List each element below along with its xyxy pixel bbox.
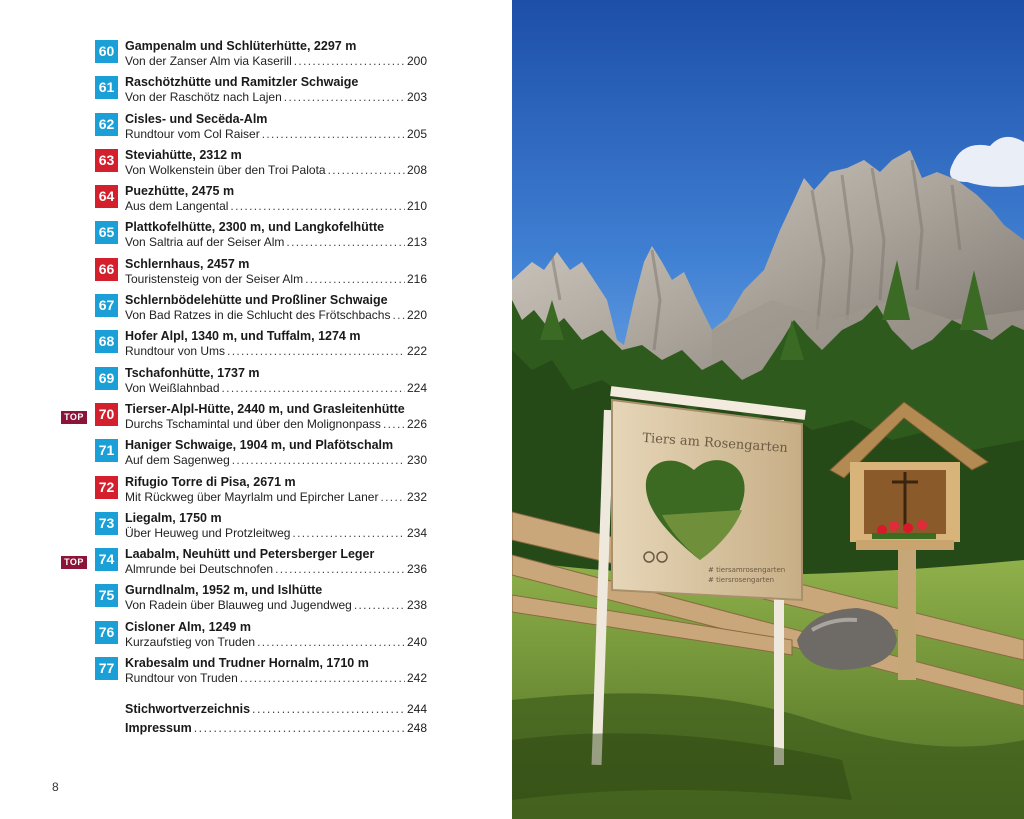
tour-title: Tschafonhütte, 1737 m [125,365,260,380]
page-number: 8 [52,780,59,794]
dot-leader [230,198,405,214]
tour-subtitle-line [125,452,427,468]
dot-leader [227,343,405,359]
dot-leader [222,380,405,396]
dot-leader [257,634,405,650]
toc-entry[interactable] [60,546,430,582]
tour-subtitle-line [125,162,427,178]
tour-subtitle: Rundtour von Ums [125,344,226,359]
page-reference: 240 [406,634,427,649]
tour-title: Rifugio Torre di Pisa, 2671 m [125,474,296,489]
tour-subtitle: Von Bad Ratzes in die Schlucht des Frötschbachs [125,308,391,323]
tour-subtitle: Almrunde bei Deutschnofen [125,562,274,577]
page-reference: 208 [406,162,427,177]
page-reference: 234 [406,525,427,540]
page-reference: 242 [406,671,427,686]
tour-number-badge: 72 [95,476,118,499]
tour-subtitle-line [125,343,427,359]
tour-number-badge: 60 [95,40,118,63]
tour-subtitle-line [125,489,427,505]
tour-subtitle-line [125,53,427,69]
page-reference: 232 [406,489,427,504]
tour-subtitle-line [125,561,427,577]
tour-subtitle-line [125,307,427,323]
tour-number-badge: 73 [95,512,118,535]
toc-entry[interactable] [60,437,430,473]
toc-extra-index[interactable] [125,701,427,717]
page-reference: 203 [406,90,427,105]
tour-subtitle: Von Radein über Blauweg und Jugendweg [125,598,352,613]
toc-extra-label: Stichwortverzeichnis [125,702,251,716]
tour-subtitle-line [125,126,427,142]
toc-entry[interactable] [60,510,430,546]
tour-title: Schlernbödelehütte und Proßliner Schwaige [125,293,388,308]
tour-subtitle: Über Heuweg und Protzleitweg [125,525,291,540]
tour-subtitle: Kurzaufstieg von Truden [125,634,256,649]
toc-entry[interactable] [60,183,430,219]
tour-subtitle-line [125,198,427,214]
page-reference: 213 [406,235,427,250]
tour-subtitle: Rundtour von Truden [125,671,238,686]
page-reference: 230 [406,453,427,468]
dot-leader [232,452,405,468]
top-badge: TOP [61,556,87,569]
toc-entry[interactable] [60,619,430,655]
tour-subtitle-line [125,380,427,396]
tour-subtitle: Touristensteig von der Seiser Alm [125,271,304,286]
tour-subtitle: Aus dem Langental [125,199,229,214]
toc-extra-page: 248 [406,721,427,735]
tour-title: Raschötzhütte und Ramitzler Schwaige [125,75,359,90]
sign-text: Tiers am Rosengarten [641,430,789,456]
page-reference: 200 [406,54,427,68]
page-reference: 236 [406,562,427,577]
dot-leader [275,561,405,577]
toc-entry[interactable] [60,582,430,618]
page-reference: 210 [406,199,427,214]
toc-extra-page: 244 [406,702,427,716]
tour-number-badge: 62 [95,113,118,136]
dot-leader [262,126,405,142]
dot-leader [380,489,405,505]
tour-title: Gampenalm und Schlüterhütte, 2297 m [125,39,357,53]
tour-title: Krabesalm und Trudner Hornalm, 1710 m [125,656,369,671]
page-reference: 220 [406,308,427,323]
page-reference: 205 [406,126,427,141]
tour-subtitle-line [125,416,427,432]
toc-extra-label: Impressum [125,721,192,735]
tour-title: Laabalm, Neuhütt und Petersberger Leger [125,547,375,562]
page-reference: 222 [406,344,427,359]
tour-subtitle-line [125,234,427,250]
tour-subtitle: Von der Raschötz nach Lajen [125,90,282,105]
tour-title: Hofer Alpl, 1340 m, und Tuffalm, 1274 m [125,329,361,344]
dot-leader [240,670,405,686]
tour-title: Plattkofelhütte, 2300 m, und Langkofelhütte [125,220,385,235]
tour-number-badge: 70 [95,403,118,426]
tour-number-badge: 64 [95,185,118,208]
dot-leader [194,720,405,736]
dot-leader [305,271,405,287]
dot-leader [286,234,405,250]
page-reference: 226 [406,416,427,431]
dot-leader [292,525,405,541]
top-badge: TOP [61,411,87,424]
tour-title: Tierser-Alpl-Hütte, 2440 m, und Grasleitenhütte [125,401,405,416]
toc-entry[interactable] [60,365,430,401]
toc-entry[interactable] [60,474,430,510]
tour-title: Steviahütte, 2312 m [125,147,242,162]
tour-title: Cisles- und Secëda-Alm [125,111,268,126]
tour-subtitle-line [125,89,427,105]
tour-subtitle: Von Weißlahnbad [125,380,220,395]
sign-hashtag-1: # tiersamrosengarten [708,566,786,574]
tour-subtitle-line [125,670,427,686]
tour-number-badge: 66 [95,258,118,281]
toc-entry[interactable] [60,401,430,437]
tour-title: Gurndlnalm, 1952 m, und Islhütte [125,583,323,598]
tour-number-badge: 71 [95,439,118,462]
toc-entry[interactable] [60,219,430,255]
tour-subtitle-line [125,597,427,613]
tour-number-badge: 61 [95,76,118,99]
tour-subtitle: Von Saltria auf der Seiser Alm [125,235,285,250]
tour-number-badge: 77 [95,657,118,680]
toc-entry[interactable] [60,74,430,110]
page-reference: 238 [406,598,427,613]
toc-entry[interactable] [60,655,430,691]
tour-subtitle: Rundtour vom Col Raiser [125,126,260,141]
tour-number-badge: 69 [95,367,118,390]
dot-leader [354,597,405,613]
toc-entry[interactable] [60,38,430,74]
dot-leader [284,89,405,105]
tour-title: Haniger Schwaige, 1904 m, und Plafötschalm [125,438,394,453]
tour-number-badge: 63 [95,149,118,172]
tour-title: Puezhütte, 2475 m [125,184,235,199]
toc-entry[interactable] [60,147,430,183]
page-reference: 224 [406,380,427,395]
table-of-contents [60,38,430,691]
toc-entry[interactable] [60,292,430,328]
dot-leader [294,53,405,69]
toc-entry[interactable] [60,328,430,364]
tour-number-badge: 75 [95,584,118,607]
tour-title: Schlernhaus, 2457 m [125,256,250,271]
mountain-photo [512,0,1024,819]
tour-subtitle-line [125,525,427,541]
tour-subtitle-line [125,634,427,650]
tour-subtitle: Durchs Tschamintal und über den Molignonpass [125,416,381,431]
tour-subtitle: Von der Zanser Alm via Kaserill [125,54,292,68]
tour-subtitle: Mit Rückweg über Mayrlalm und Epircher Laner [125,489,379,504]
dot-leader [328,162,405,178]
tour-number-badge: 74 [95,548,118,571]
dot-leader [383,416,405,432]
tour-number-badge: 67 [95,294,118,317]
dot-leader [392,307,404,323]
tour-title: Liegalm, 1750 m [125,510,222,525]
toc-extra-imprint[interactable] [125,720,427,736]
toc-entry[interactable] [60,111,430,147]
page-reference: 216 [406,271,427,286]
tour-subtitle: Von Wolkenstein über den Troi Palota [125,162,326,177]
sign-hashtag-2: # tiersrosengarten [708,576,775,584]
dot-leader [252,701,405,717]
tour-number-badge: 76 [95,621,118,644]
tour-subtitle: Auf dem Sagenweg [125,453,230,468]
tour-subtitle-line [125,271,427,287]
tour-number-badge: 65 [95,221,118,244]
toc-entry[interactable] [60,256,430,292]
tour-title: Cisloner Alm, 1249 m [125,619,251,634]
tour-number-badge: 68 [95,330,118,353]
